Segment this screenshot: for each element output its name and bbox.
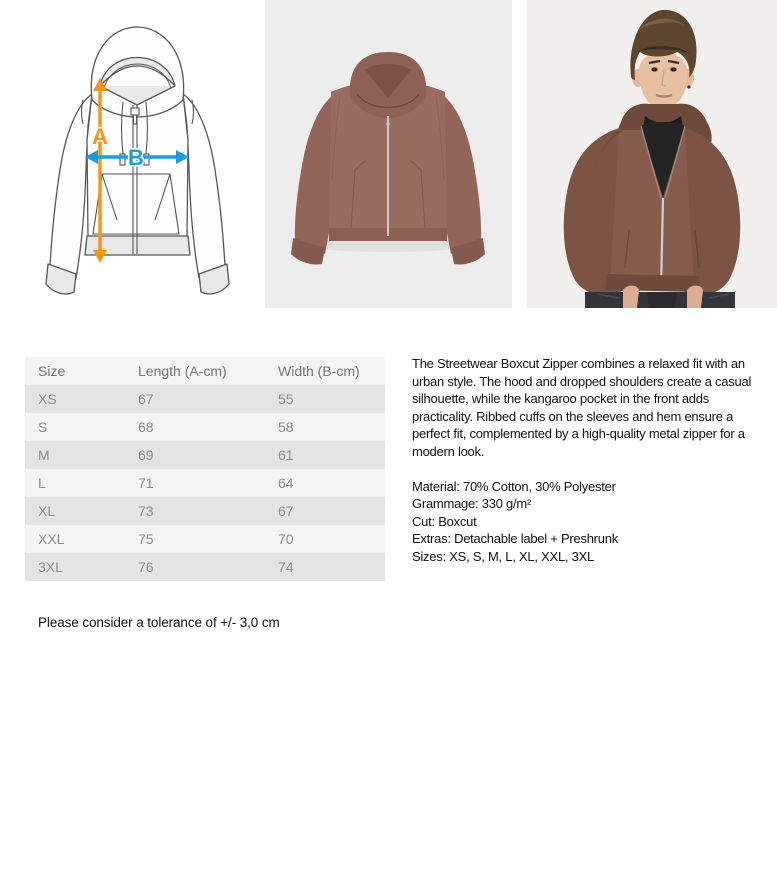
spec-lines (412, 478, 768, 566)
spec-line: Extras: Detachable label + Preshrunk (412, 531, 618, 547)
table-cell: XXL (38, 531, 65, 547)
column-header-size: Size (38, 363, 66, 379)
spec-line: Material: 70% Cotton, 30% Polyester (412, 478, 616, 494)
table-cell: 73 (138, 503, 154, 519)
table-cell: 55 (278, 391, 294, 407)
size-table (25, 357, 385, 581)
table-cell: 69 (138, 447, 154, 463)
table-row (25, 525, 385, 553)
table-row (25, 441, 385, 469)
earring (687, 85, 690, 88)
product-photo-flat (265, 0, 512, 308)
table-row (25, 413, 385, 441)
table-cell: 74 (278, 559, 294, 575)
table-cell: 76 (138, 559, 154, 575)
table-row (25, 385, 385, 413)
model-right-hand (687, 286, 703, 309)
table-row (25, 497, 385, 525)
table-cell: 67 (138, 391, 154, 407)
table-cell: M (38, 447, 50, 463)
measure-label-b: B (128, 145, 144, 170)
column-header-width: Width (B-cm) (278, 363, 360, 379)
table-cell: S (38, 419, 48, 435)
table-cell: 61 (278, 447, 294, 463)
table-cell: 75 (138, 531, 154, 547)
table-cell: 64 (278, 475, 294, 491)
table-cell: 58 (278, 419, 294, 435)
hoodie-line-drawing (30, 8, 245, 308)
table-row (25, 553, 385, 581)
column-header-length: Length (A-cm) (138, 363, 227, 379)
table-cell: XS (38, 391, 57, 407)
product-photo-model (527, 0, 777, 308)
table-cell: 71 (138, 475, 154, 491)
size-table-header (25, 357, 385, 385)
table-cell: XL (38, 503, 56, 519)
model-left-hand (623, 286, 639, 309)
tolerance-note: Please consider a tolerance of +/- 3,0 cm (38, 615, 280, 630)
table-cell: 67 (278, 503, 294, 519)
table-row (25, 469, 385, 497)
table-cell: 3XL (38, 559, 63, 575)
table-cell: 70 (278, 531, 294, 547)
flat-hoodie-illustration (265, 0, 512, 308)
hem-band (605, 274, 700, 292)
spec-line: Sizes: XS, S, M, L, XL, XXL, 3XL (412, 548, 595, 564)
spec-line: Cut: Boxcut (412, 513, 477, 529)
arrow-a-head-bottom (93, 250, 107, 263)
table-cell: L (38, 475, 46, 491)
measurement-diagram (30, 8, 245, 308)
size-table-rows (25, 385, 385, 581)
product-description (412, 355, 768, 566)
zipper-pull (386, 122, 390, 126)
measure-label-a: A (92, 124, 108, 149)
model-illustration (527, 0, 777, 308)
description-intro: The Streetwear Boxcut Zipper combines a relaxed fit with an urban style. The hood and dropped shoulders create a casual silhouette, while the kangaroo pocket in the front adds practicality. Ribbed cuffs on the sleeves and hem ensure a perfect fit, complemented by a high-quality metal zipper for a modern look. (412, 356, 752, 459)
table-cell: 68 (138, 419, 154, 435)
spec-line: Grammage: 330 g/m² (412, 496, 532, 512)
